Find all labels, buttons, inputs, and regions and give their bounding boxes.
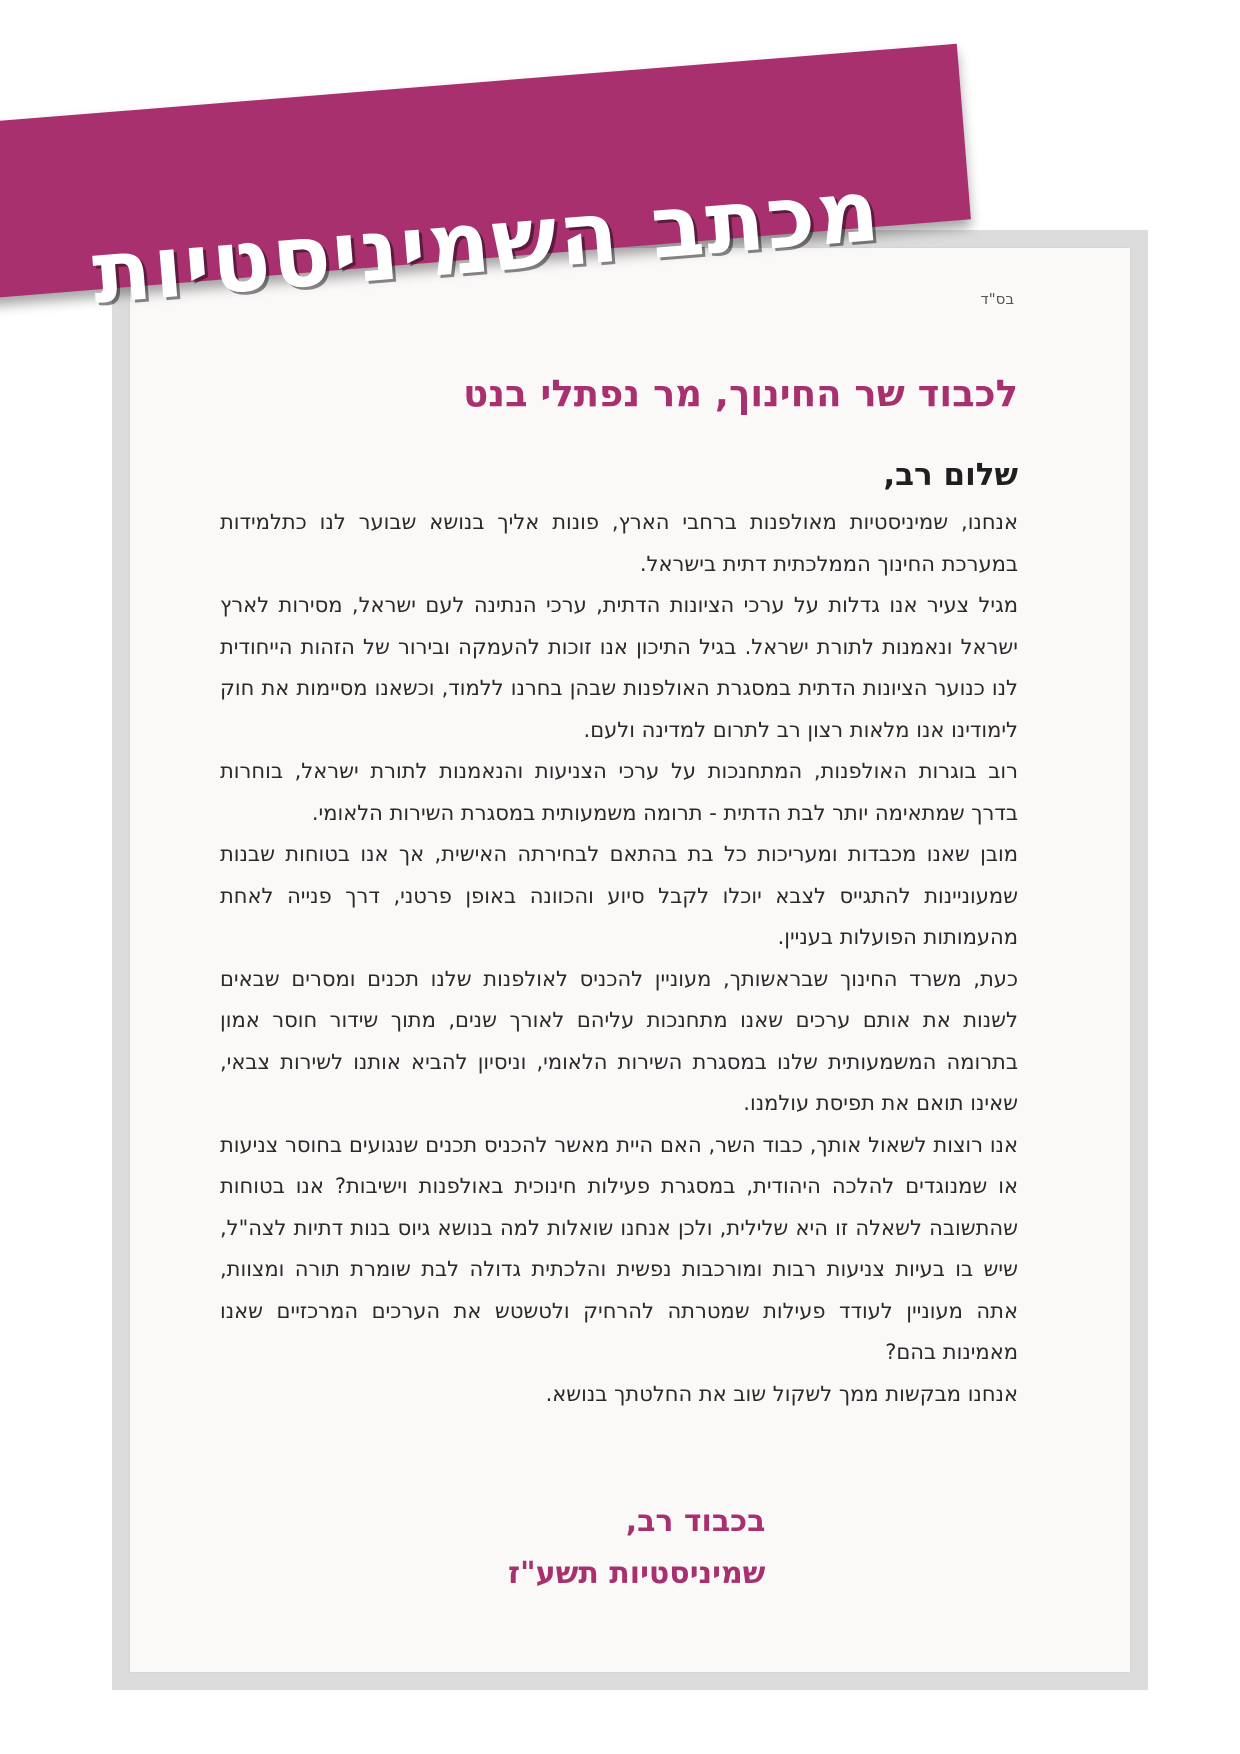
closing-phrase: בכבוד רב,: [625, 1504, 766, 1539]
top-note: בס"ד: [980, 290, 1014, 308]
paragraph: מגיל צעיר אנו גדלות על ערכי הציונות הדתית, ערכי הנתינה לעם ישראל, מסירות לארץ ישראל ונאמנות לתורת ישראל. בגיל התיכון אנו זוכות להעמקה ובירור של הזהות הייחודית לנו כנוער הציונות הדתית במסגרת האולפנות שבהן בחרנו ללמוד, וכשאנו מסיימות את חוק לימודינו אנו מלאות רצון רב לתרום למדינה ולעם.: [220, 593, 1018, 742]
paragraph: מובן שאנו מכבדות ומעריכות כל בת בהתאם לבחירתה האישית, אך אנו בטוחות שבנות שמעוניינות להתגייס לצבא יוכלו לקבל סיוע והכוונה באופן פרטני, דרך פנייה לאחת מהעמותות הפועלות בעניין.: [220, 842, 1018, 949]
paragraph: כעת, משרד החינוך שבראשותך, מעוניין להכניס לאולפנות שלנו תכנים ומסרים שבאים לשנות את אותם ערכים שאנו מתחנכות עליהם לאורך שנים, מתוך שידור חוסר אמון בתרומה המשמעותית שלנו במסגרת השירות הלאומי, וניסיון להביא אותנו לשירות צבאי, שאינו תואם את תפיסת עולמנו.: [220, 966, 1018, 1115]
banner-title: מכתב השמיניסטיות: [88, 160, 885, 324]
letter-closing-block: [218, 1496, 1018, 1600]
letter-greeting: שלום רב,: [883, 457, 1018, 493]
paragraph: אנו רוצות לשאול אותך, כבוד השר, האם היית מאשר להכניס תכנים שנגועים בחוסר צניעות או שמנוגדים להלכה היהודית, במסגרת פעילות חינוכית באולפנות וישיבות? אנו בטוחות שהתשובה לשאלה זו היא שלילית, ולכן אנחנו שואלות למה בנושא גיוס בנות דתיות לצה"ל, שיש בו בעיות צניעות רבות ומורכבות נפשית והלכתית גדולה לבת שומרת תורה ומצוות, אתה מעוניין לעודד פעילות שמטרתה להרחיק ולטשטש את הערכים המרכזיים שאנו מאמינות בהם?: [220, 1132, 1018, 1364]
paragraph: אנחנו, שמיניסטיות מאולפנות ברחבי הארץ, פונות אליך בנושא שבוער לנו כתלמידות במערכת החינוך הממלכתית דתית בישראל.: [220, 510, 1018, 576]
paragraph: אנחנו מבקשות ממך לשקול שוב את החלטתך בנושא.: [545, 1381, 1018, 1406]
signature: שמיניסטיות תשע"ז: [508, 1556, 766, 1591]
letter-body: [220, 502, 1018, 1415]
letter-addressee: לכבוד שר החינוך, מר נפתלי בנט: [463, 372, 1018, 415]
paragraph: רוב בוגרות האולפנות, המתחנכות על ערכי הצניעות והנאמנות לתורת ישראל, בוחרות בדרך שמתאימה יותר לבת הדתית - תרומה משמעותית במסגרת השירות הלאומי.: [220, 759, 1018, 825]
